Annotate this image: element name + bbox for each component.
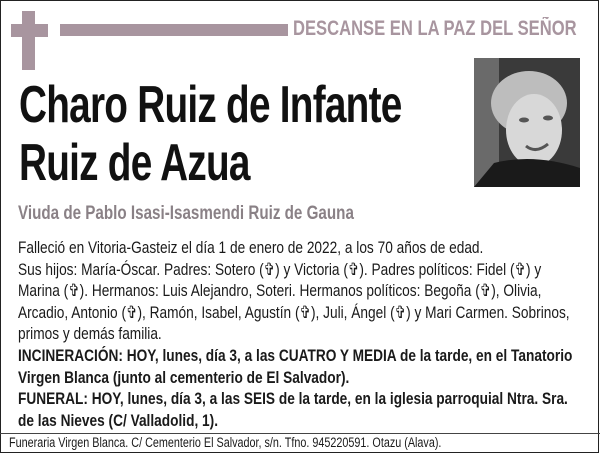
header-bar xyxy=(60,24,288,36)
footer-divider xyxy=(0,433,600,434)
family-list: Sus hijos: María-Óscar. Padres: Sotero (✞) y Victoria (✞). Padres políticos: Fidel (✞) y Marina (✞). Hermanos: Luis Alejandro, Soteri. Hermanos políticos: Begoña (✞), Olivia, Arcadio, Antonio (✞), Ramón, Isabel, Agustín (✞), Juli, Ángel (✞) y Mari Carmen. Sobrinos, primos y demás familia. xyxy=(18,259,570,344)
name-line-1: Charo Ruiz de Infante xyxy=(19,76,402,134)
cross-horizontal xyxy=(11,24,48,37)
portrait-photo xyxy=(474,58,580,187)
tagline: DESCANSE EN LA PAZ DEL SEÑOR xyxy=(293,17,577,40)
name-line-2: Ruiz de Azua xyxy=(19,134,250,192)
deceased-name xyxy=(19,76,496,192)
notice-body xyxy=(18,237,581,431)
funeral-home-footer: Funeraria Virgen Blanca. C/ Cementerio El Salvador, s/n. Tfno. 945220591. Otazu (Alava). xyxy=(9,435,442,450)
funeral-info: FUNERAL: HOY, lunes, día 3, a las SEIS de la tarde, en la iglesia parroquial Ntra. Sra. de las Nieves (C/ Valladolid, 1). xyxy=(18,389,568,430)
death-info: Falleció en Vitoria-Gasteiz el día 1 de enero de 2022, a los 70 años de edad. xyxy=(18,238,484,257)
cremation-info: INCINERACIÓN: HOY, lunes, día 3, a las CUATRO Y MEDIA de la tarde, en el Tanatorio Virgen Blanca (junto al cementerio de El Salvador). xyxy=(18,345,573,387)
portrait-image xyxy=(474,58,580,187)
cross-vertical xyxy=(22,11,35,70)
deceased-subtitle: Viuda de Pablo Isasi-Isasmendi Ruiz de Gauna xyxy=(18,203,354,224)
